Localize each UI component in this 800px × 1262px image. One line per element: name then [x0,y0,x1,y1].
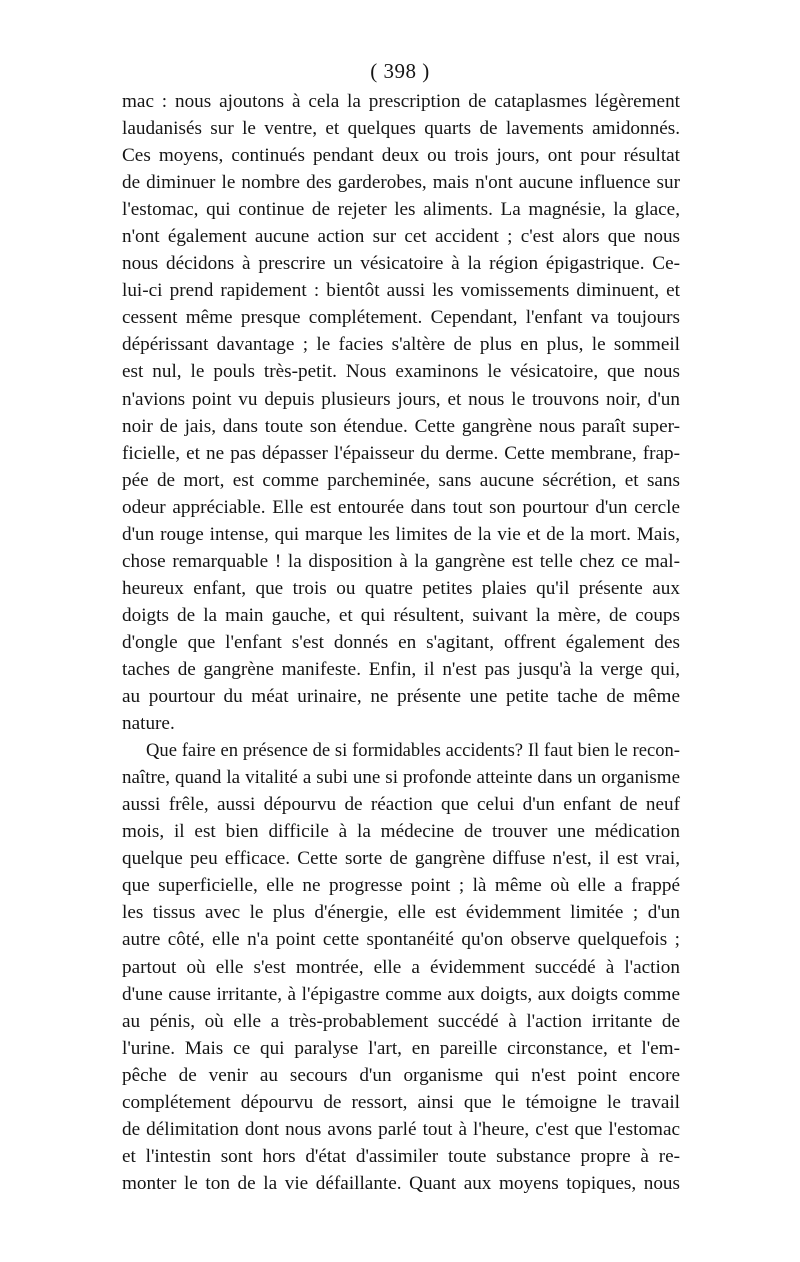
text-line: est nul, le pouls très-petit. Nous examinons le vésicatoire, que nous [122,361,680,383]
text-line: l'estomac, qui continue de rejeter les aliments. La magnésie, la glace, [122,199,680,221]
text-line: partout où elle s'est montrée, elle a évidemment succédé à l'action [122,956,680,978]
text-line: monter le ton de la vie défaillante. Quant aux moyens topiques, nous [122,1172,680,1194]
text-line: complétement dépourvu de ressort, ainsi que le témoigne le travail [122,1091,680,1113]
text-line: ficielle, et ne pas dépasser l'épaisseur du derme. Cette membrane, frap- [122,442,680,464]
text-line: pée de mort, est comme parcheminée, sans aucune sécrétion, et sans [122,469,680,491]
text-line: pêche de venir au secours d'un organisme qui n'est point encore [122,1064,680,1086]
text-line: au pourtour du méat urinaire, ne présente une petite tache de même [122,686,680,708]
text-line: d'un rouge intense, qui marque les limites de la vie et de la mort. Mais, [122,523,680,545]
text-line: taches de gangrène manifeste. Enfin, il n'est pas jusqu'à la verge qui, [122,658,680,680]
text-line: de délimitation dont nous avons parlé tout à l'heure, c'est que l'estomac [122,1118,680,1140]
text-line: mois, il est bien difficile à la médecine de trouver une médication [122,821,680,843]
text-line: d'ongle que l'enfant s'est donnés en s'agitant, offrent également des [122,631,680,653]
text-line: mac : nous ajoutons à cela la prescription de cataplasmes légèrement [122,91,680,112]
text-line: laudanisés sur le ventre, et quelques quarts de lavements amidonnés. [122,118,680,140]
text-line: heureux enfant, que trois ou quatre petites plaies qu'il présente aux [122,577,680,599]
text-line: chose remarquable ! la disposition à la gangrène est telle chez ce mal- [122,550,680,572]
text-line: nature. [122,713,175,735]
text-line: naître, quand la vitalité a subi une si profonde atteinte dans un organisme [122,767,680,789]
paragraph [122,88,680,737]
text-line: quelque peu efficace. Cette sorte de gangrène diffuse n'est, il est vrai, [122,848,680,870]
text-line: lui-ci prend rapidement : bientôt aussi les vomissements diminuent, et [122,280,680,302]
text-line: et l'intestin sont hors d'état d'assimiler toute substance propre à re- [122,1145,680,1167]
text-line: que superficielle, elle ne progresse point ; là même où elle a frappé [122,875,680,897]
text-line: dépérissant davantage ; le facies s'altère de plus en plus, le sommeil [122,334,680,356]
text-line: odeur appréciable. Elle est entourée dans tout son pourtour d'un cercle [122,496,680,518]
text-line: de diminuer le nombre des garderobes, mais n'ont aucune influence sur [122,172,680,194]
text-line: n'avions point vu depuis plusieurs jours, et nous le trouvons noir, d'un [122,388,680,410]
text-line: Ces moyens, continués pendant deux ou trois jours, ont pour résultat [122,145,680,167]
text-line: Que faire en présence de si formidables accidents? Il faut bien le recon- [146,740,680,762]
paragraph [122,737,680,1197]
body-text [122,88,680,1197]
text-line: au pénis, où elle a très-probablement succédé à l'action irritante de [122,1010,680,1032]
text-line: l'urine. Mais ce qui paralyse l'art, en pareille circonstance, et l'em- [122,1037,680,1059]
text-line: aussi frêle, aussi dépourvu de réaction que celui d'un enfant de neuf [122,794,680,816]
text-line: cessent même presque complétement. Cependant, l'enfant va toujours [122,307,680,329]
page-number: ( 398 ) [370,59,430,83]
text-line: doigts de la main gauche, et qui résultent, suivant la mère, de coups [122,604,680,626]
text-line: nous décidons à prescrire un vésicatoire à la région épigastrique. Ce- [122,253,680,275]
text-line: d'une cause irritante, à l'épigastre comme aux doigts, aux doigts comme [122,983,680,1005]
text-line: noir de jais, dans toute son étendue. Cette gangrène nous paraît super- [122,415,680,437]
text-line: n'ont également aucune action sur cet accident ; c'est alors que nous [122,226,680,248]
text-line: autre côté, elle n'a point cette spontanéité qu'on observe quelquefois ; [122,929,680,951]
text-line: les tissus avec le plus d'énergie, elle est évidemment limitée ; d'un [122,902,680,924]
